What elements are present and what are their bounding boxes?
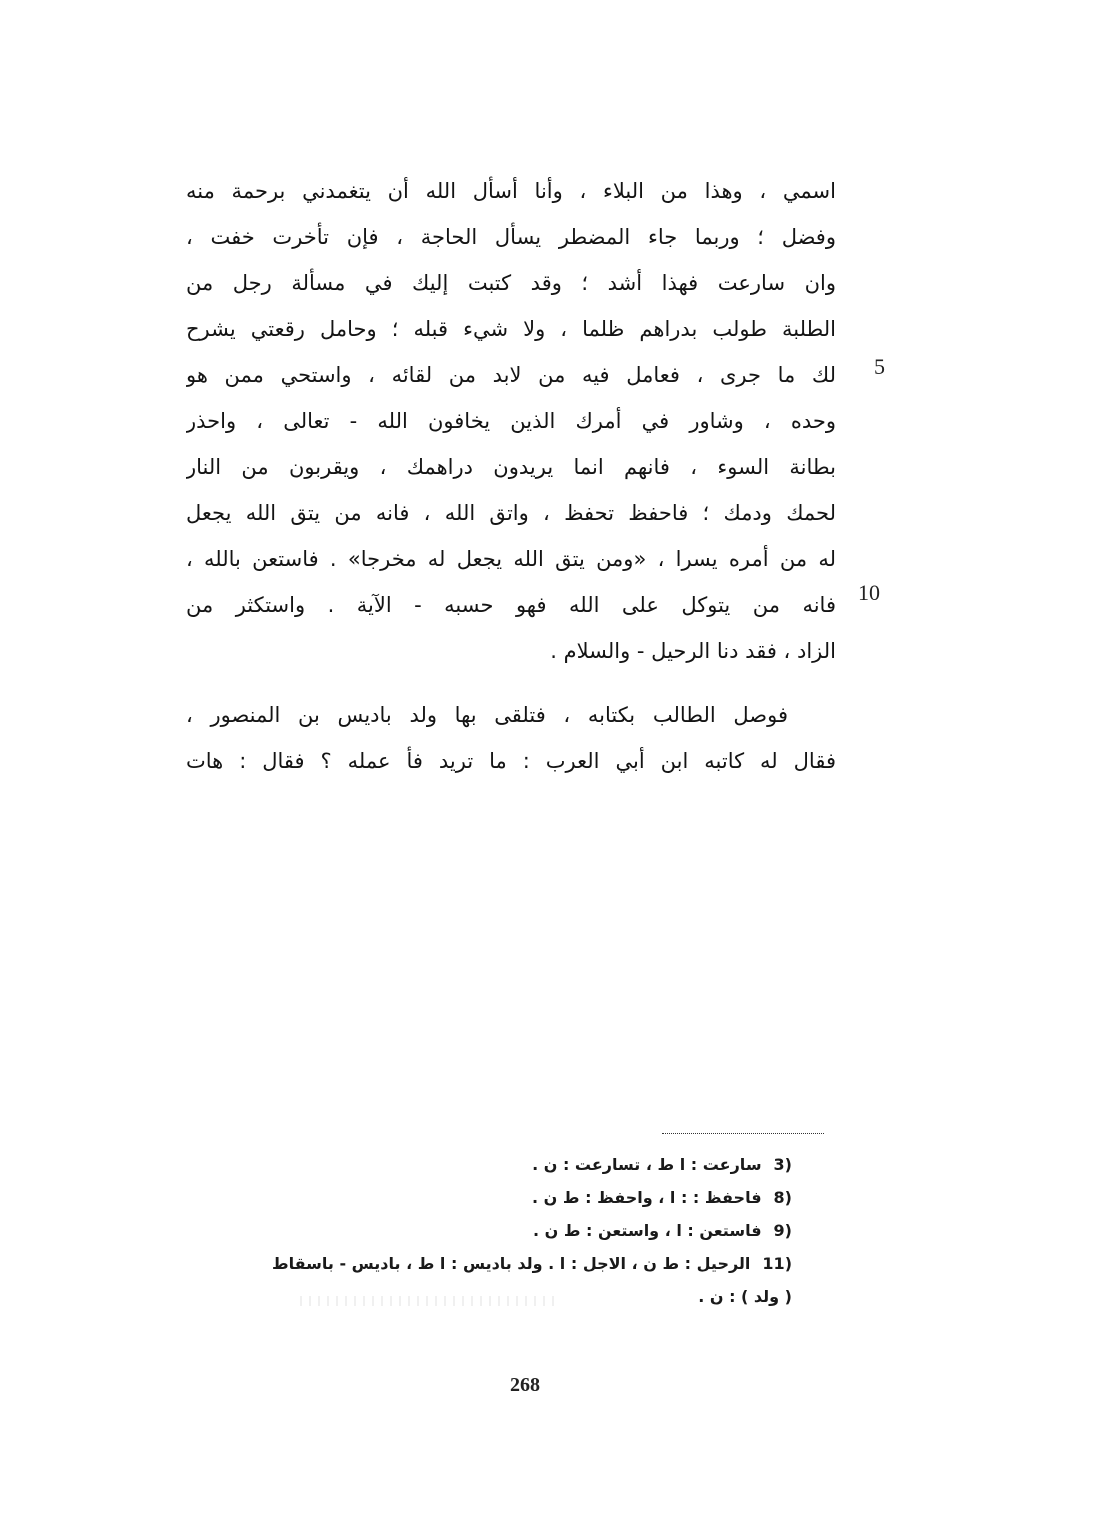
- text-line: وان سارعت فهذا أشد ؛ وقد كتبت إليك في مسألة رجل من: [186, 271, 836, 295]
- footnote-text: ( ولد ) : ن .: [698, 1287, 792, 1306]
- text-line: لك ما جرى ، فعامل فيه من لابد من لقائه ، واستحي ممن هو: [186, 363, 836, 387]
- footnote-number: 3): [773, 1155, 792, 1174]
- paragraph-gap: [186, 674, 836, 692]
- text-line: وفضل ؛ وربما جاء المضطر يسأل الحاجة ، فإن تأخرت خفت ،: [186, 225, 836, 249]
- line-number-5: 5: [874, 354, 885, 379]
- footnote: [180, 1181, 792, 1214]
- footnote-number: 11): [762, 1254, 792, 1273]
- text-line: فانه من يتوكل على الله فهو حسبه - الآية . واستكثر من: [186, 593, 836, 617]
- text-line: الزاد ، فقد دنا الرحيل - والسلام .: [550, 639, 836, 663]
- text-line: فقال له كاتبه ابن أبي العرب : ما تريد فأ عمله ؟ فقال : هات: [186, 749, 836, 773]
- footnote-number: 9): [773, 1221, 792, 1240]
- footnote-text: فاستعن : ا ، واستعن : ط ن .: [532, 1221, 762, 1240]
- text-line: فوصل الطالب بكتابه ، فتلقى بها ولد باديس بن المنصور ،: [186, 703, 788, 727]
- footnotes-block: [180, 1148, 792, 1313]
- footnote-number: 8): [773, 1188, 792, 1207]
- text-line: الطلبة طولب بدراهم ظلما ، ولا شيء قبله ؛ وحامل رقعتي يشرح: [186, 317, 836, 341]
- footnote: [180, 1214, 792, 1247]
- footnote-text: سارعت : ا ط ، تسارعت : ن .: [532, 1155, 762, 1174]
- page-number: 268: [510, 1374, 540, 1396]
- line-number-10: 10: [858, 580, 880, 605]
- footnote-text: فاحفظ : : ا ، واحفظ : ط ن .: [532, 1188, 762, 1207]
- text-line: لحمك ودمك ؛ فاحفظ تحفظ ، واتق الله ، فانه من يتق الله يجعل: [186, 501, 836, 525]
- footnote-text: الرحيل : ط ن ، الاجل : ا . ولد باديس : ا ط ، باديس - باسقاط: [272, 1254, 751, 1273]
- main-text-block: [186, 168, 836, 784]
- footnote: [180, 1247, 792, 1280]
- footnote-separator: [662, 1133, 824, 1134]
- footnote: [180, 1148, 792, 1181]
- text-line: بطانة السوء ، فانهم انما يريدون دراهمك ، ويقربون من النار: [186, 455, 836, 479]
- text-line: له من أمره يسرا ، «ومن يتق الله يجعل له مخرجا» . فاستعن بالله ،: [186, 547, 836, 571]
- scan-speckle: [300, 1296, 560, 1306]
- text-line: وحده ، وشاور في أمرك الذين يخافون الله - تعالى ، واحذر: [186, 409, 836, 433]
- text-line: اسمي ، وهذا من البلاء ، وأنا أسأل الله أن يتغمدني برحمة منه: [186, 179, 836, 203]
